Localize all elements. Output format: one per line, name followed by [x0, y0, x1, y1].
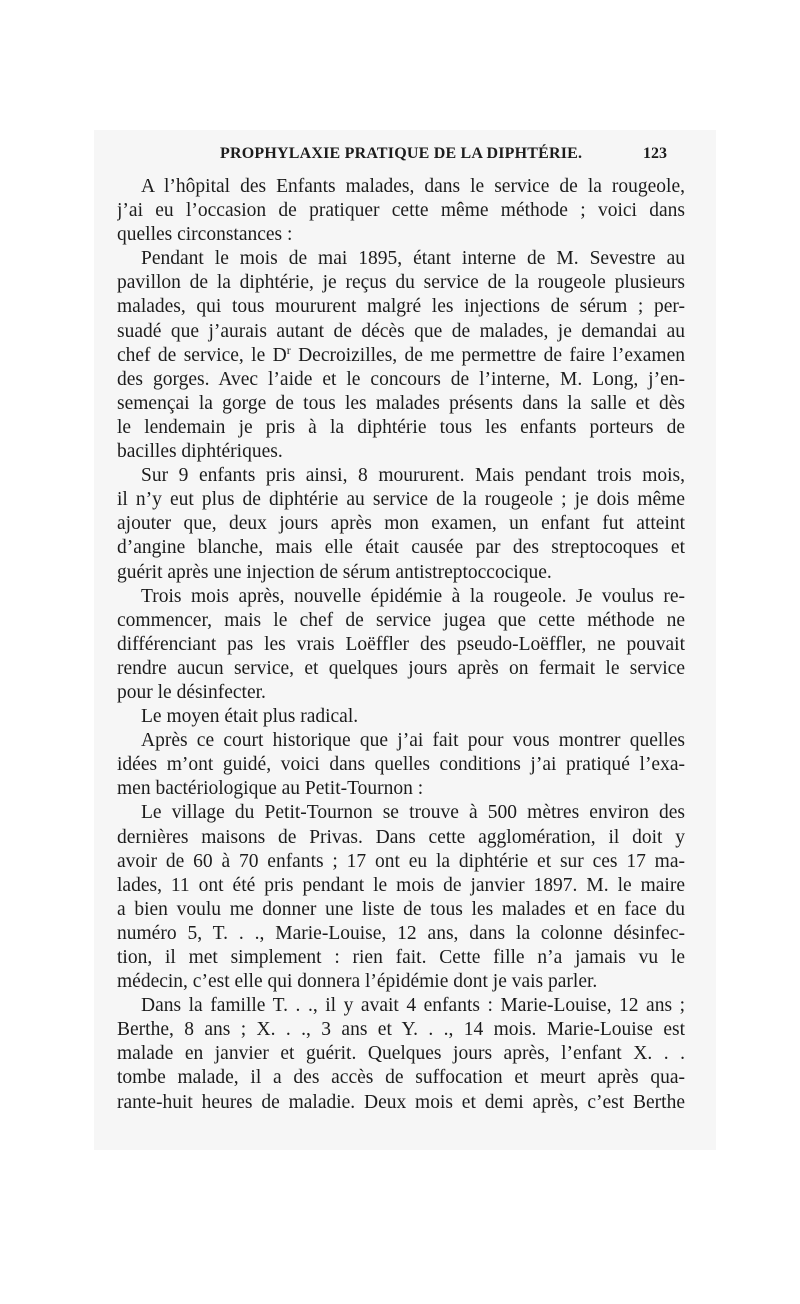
- text-line: pour le désinfecter.: [117, 681, 266, 703]
- text-line: d’angine blanche, mais elle était causée par des streptocoques et: [117, 537, 685, 559]
- text-line: idées m’ont guidé, voici dans quelles conditions j’ai pratiqué l’exa-: [117, 754, 685, 776]
- text-line: Pendant le mois de mai 1895, étant interne de M. Sevestre au: [141, 248, 685, 270]
- text-line: le lendemain je pris à la diphtérie tous les enfants porteurs de: [117, 416, 685, 438]
- text-line: suadé que j’aurais autant de décès que de malades, je demandai au: [117, 320, 685, 342]
- text-line: dernières maisons de Privas. Dans cette agglomération, il doit y: [117, 826, 685, 848]
- running-title: PROPHYLAXIE PRATIQUE DE LA DIPHTÉRIE.: [220, 145, 583, 162]
- text-line: tombe malade, il a des accès de suffocation et meurt après qua-: [117, 1067, 685, 1089]
- text-line: tion, il met simplement : rien fait. Cette fille n’a jamais vu le: [117, 947, 685, 968]
- text-line: ajouter que, deux jours après mon examen, un enfant fut atteint: [117, 513, 685, 535]
- body-text: [117, 175, 685, 1115]
- text-line: malade en janvier et guérit. Quelques jours après, l’enfant X. . .: [117, 1043, 685, 1065]
- page-number: 123: [643, 145, 667, 162]
- text-line: Berthe, 8 ans ; X. . ., 3 ans et Y. . ., 14 mois. Marie-Louise est: [117, 1019, 685, 1041]
- text-line: Sur 9 enfants pris ainsi, 8 moururent. Mais pendant trois mois,: [141, 465, 685, 487]
- text-fragment: chef de service, le D: [117, 344, 287, 366]
- text-line: lades, 11 ont été pris pendant le mois de janvier 1897. M. le maire: [117, 874, 685, 896]
- text-line: commencer, mais le chef de service jugea que cette méthode ne: [117, 609, 685, 631]
- text-line: Le village du Petit-Tournon se trouve à 500 mètres environ des: [141, 802, 685, 824]
- text-fragment: Decroizilles, de me permettre de faire l’examen: [290, 344, 685, 366]
- text-line: men bactériologique au Petit-Tournon :: [117, 778, 424, 800]
- text-line: malades, qui tous moururent malgré les injections de sérum ; per-: [117, 296, 685, 318]
- text-line: Après ce court historique que j’ai fait pour vous montrer quelles: [141, 730, 685, 752]
- text-line: bacilles diphtériques.: [117, 441, 283, 463]
- text-line: a bien voulu me donner une liste de tous les malades et en face du: [117, 898, 685, 920]
- text-line: Le moyen était plus radical.: [141, 706, 359, 728]
- text-line: des gorges. Avec l’aide et le concours de l’interne, M. Long, j’en-: [117, 368, 685, 390]
- text-line: Dans la famille T. . ., il y avait 4 enfants : Marie-Louise, 12 ans ;: [141, 995, 685, 1017]
- text-line-with-superscript: [117, 344, 685, 368]
- text-line: numéro 5, T. . ., Marie-Louise, 12 ans, dans la colonne désinfec-: [117, 922, 685, 944]
- text-line: il n’y eut plus de diphtérie au service de la rougeole ; je dois même: [117, 489, 685, 511]
- text-line: j’ai eu l’occasion de pratiquer cette même méthode ; voici dans: [117, 200, 685, 222]
- text-line: Trois mois après, nouvelle épidémie à la rougeole. Je voulus re-: [141, 585, 685, 607]
- text-line: avoir de 60 à 70 enfants ; 17 ont eu la diphtérie et sur ces 17 ma-: [117, 850, 685, 872]
- text-line: quelles circonstances :: [117, 224, 293, 246]
- text-line: rante-huit heures de maladie. Deux mois et demi après, c’est Berthe: [117, 1091, 685, 1113]
- superscript: r: [286, 343, 291, 357]
- text-line: médecin, c’est elle qui donnera l’épidémie dont je vais parler.: [117, 971, 598, 993]
- text-line: rendre aucun service, et quelques jours après on fermait le service: [117, 657, 685, 679]
- text-line: semençai la gorge de tous les malades présents dans la salle et dès: [117, 392, 685, 414]
- text-line: A l’hôpital des Enfants malades, dans le service de la rougeole,: [141, 176, 685, 197]
- text-line: pavillon de la diphtérie, je reçus du service de la rougeole plusieurs: [117, 272, 685, 294]
- text-line: guérit après une injection de sérum antistreptoccocique.: [117, 561, 552, 583]
- text-line: différenciant pas les vrais Loëffler des pseudo-Loëffler, ne pouvait: [117, 633, 685, 655]
